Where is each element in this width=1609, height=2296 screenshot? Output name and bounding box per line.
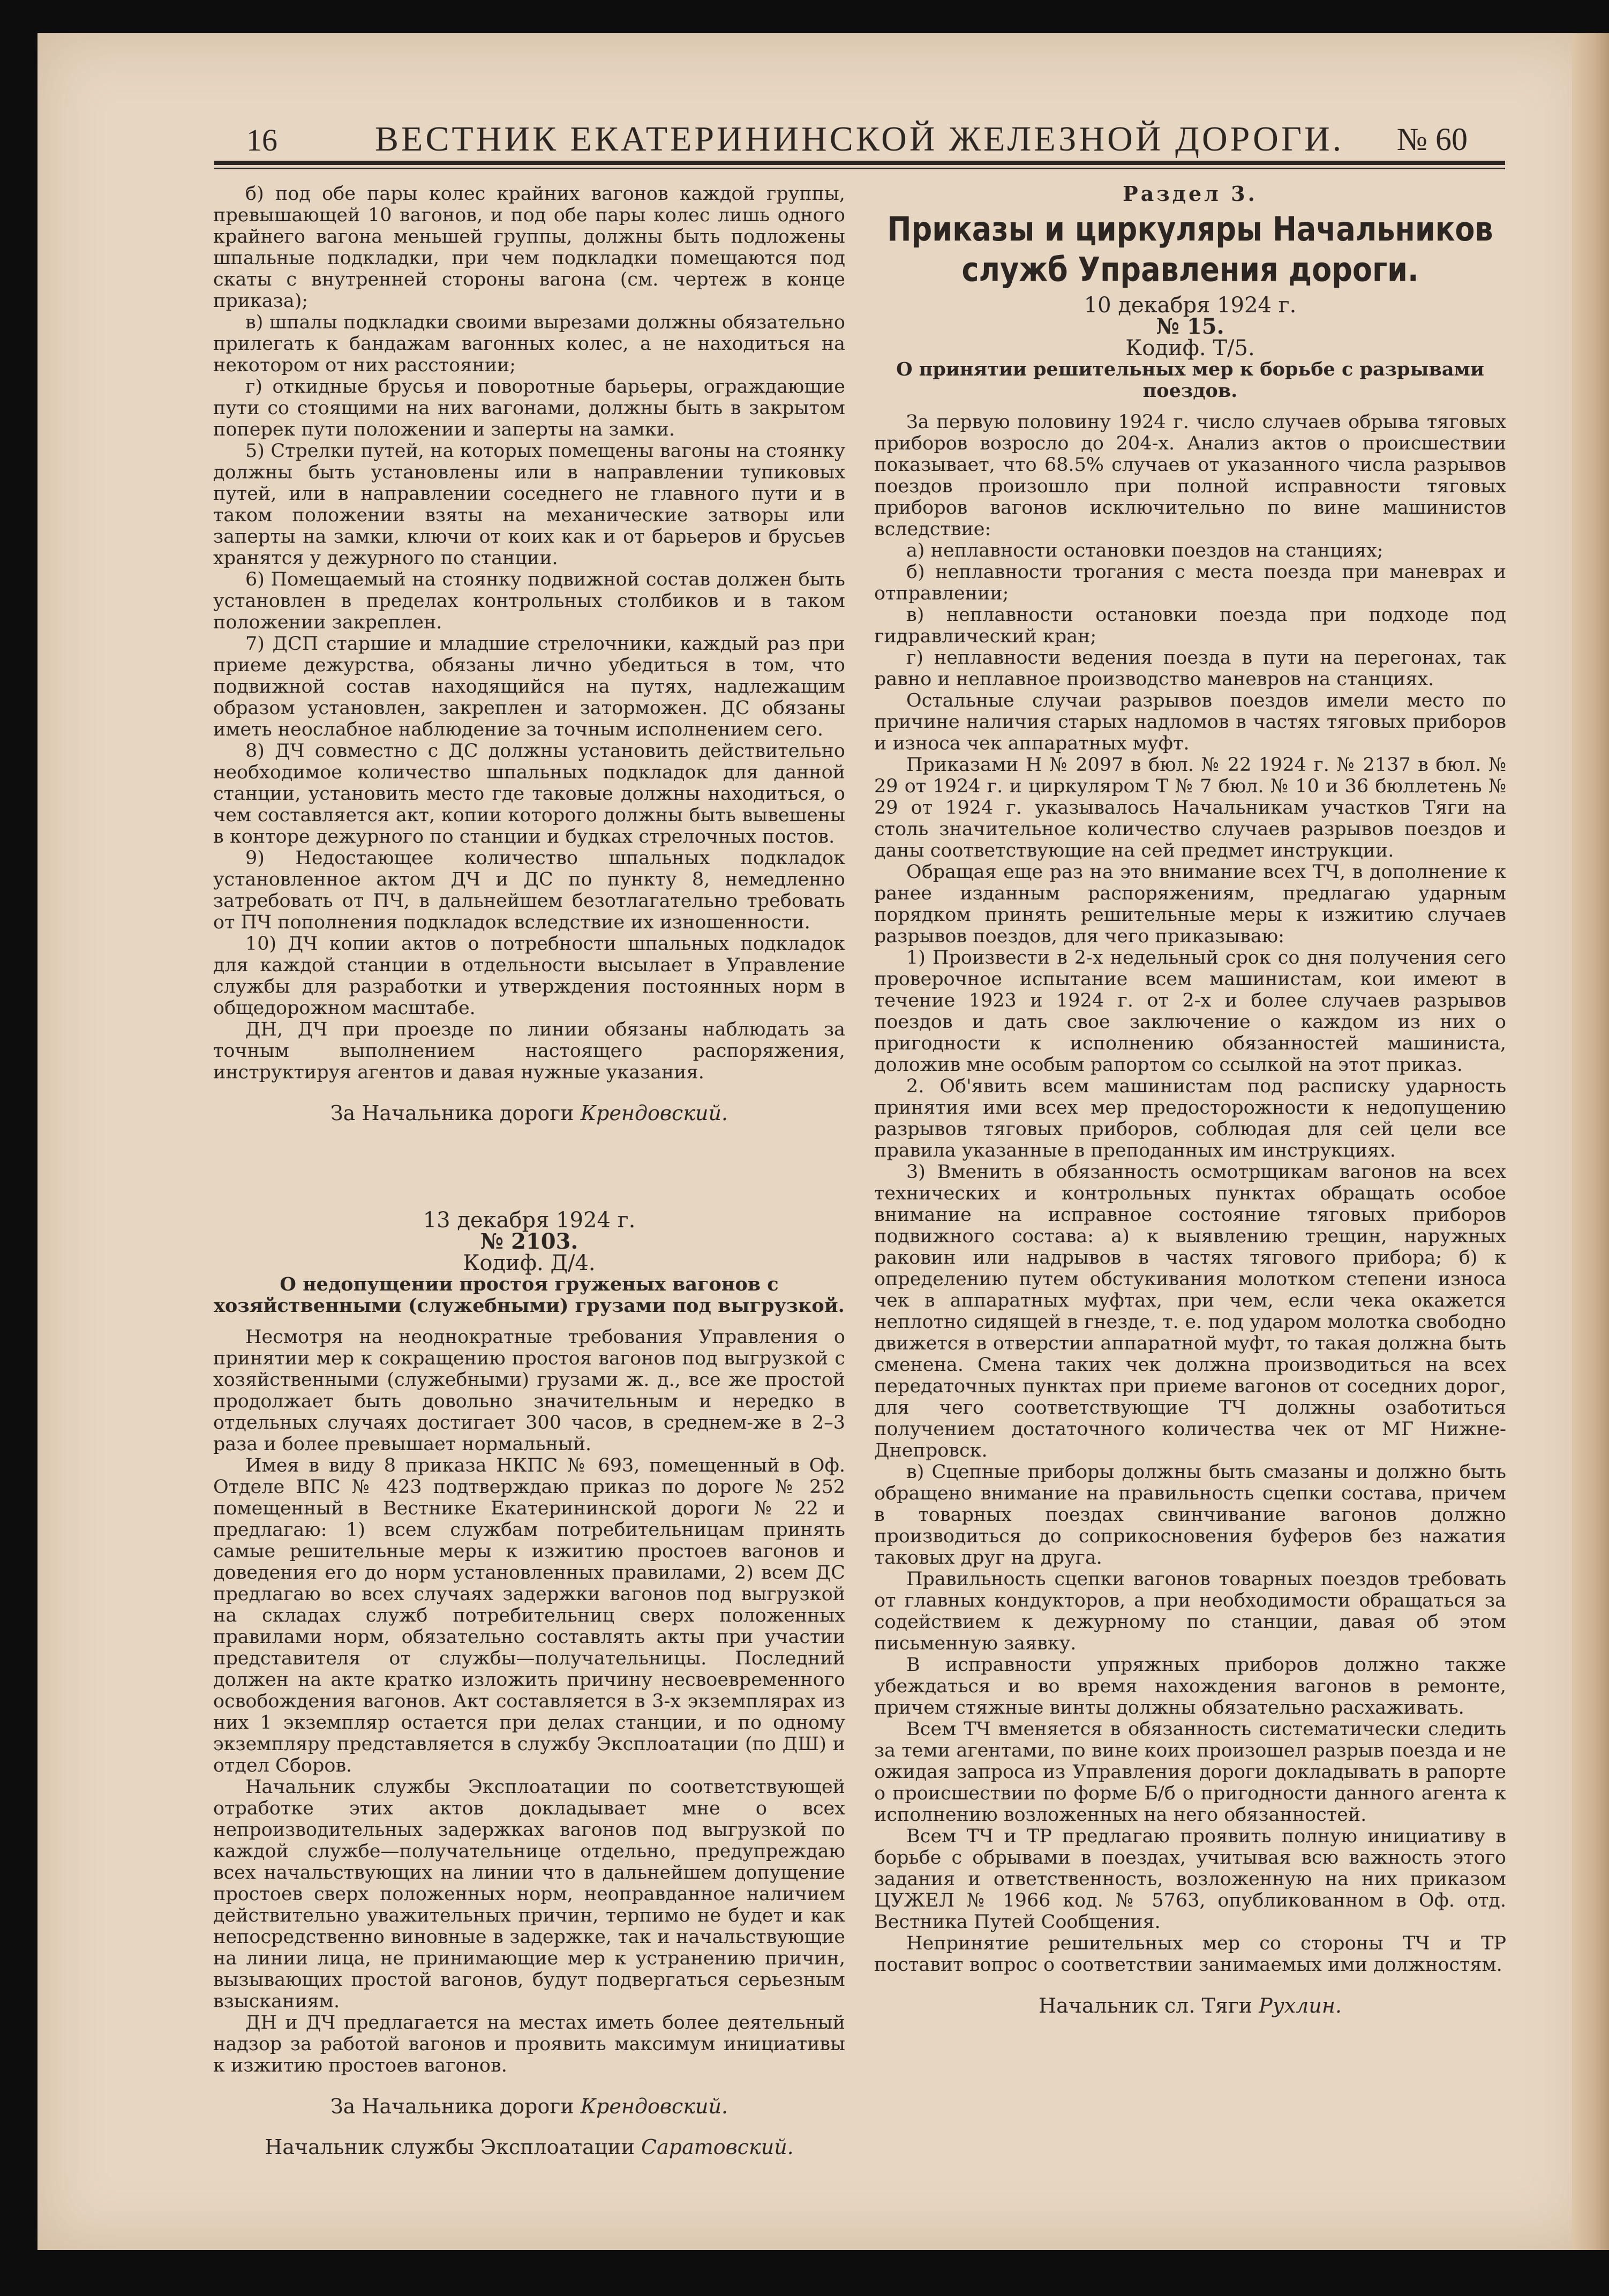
left-paragraph: б) под обе пары колес крайних вагонов каждой группы, превышающей 10 вагонов, и под обе пары колес лишь одного крайнего вагона меньшей группы, должны быть подложены шпальные подкладки, при чем подкладки помещаются под скаты с внутренней стороны вагона (см. чертеж в конце приказа); [213, 183, 845, 312]
left-paragraph: в) шпалы подкладки своими вырезами должны обязательно прилегать к бандажам вагонных колес, а не находиться на некотором от них расстоянии; [213, 312, 845, 376]
order-15-paragraph: Остальные случаи разрывов поездов имели место по причине наличия старых надломов в частях тяговых приборов и износа чек аппаратных муфт. [874, 690, 1506, 754]
order-15-paragraph: 3) Вменить в обязанность осмотрщикам вагонов на всех технических и контрольных пунктах обращать особое внимание на исправное состояние тяговых приборов подвижного состава: а) к выявлению трещин, наружных раковин или надрывов в частях тягового прибора; б) к определению путем обстукивания молотком степени износа чек в аппаратных муфтах, при чем, если чека окажется неплотно сидящей в гнезде, т. е. под ударом молотка свободно движется в отверстии аппаратной муфт, то такая должна быть сменена. Смена таких чек должна производиться на всех передаточных пунктах при приеме вагонов от соседних дорог, для чего соответствующие ТЧ должны озаботиться получением достаточного количества чек от МГ Нижне-Днепровск. [874, 1161, 1506, 1461]
order-15-paragraph: Всем ТЧ и ТР предлагаю проявить полную инициативу в борьбе с обрывами в поездах, учитывая всю важность этого задания и ответственность, возложенную на них приказом ЦУЖЕЛ № 1966 код. № 5763, опубликованном в Оф. отд. Вестника Путей Сообщения. [874, 1826, 1506, 1933]
order-2103-paragraph: Начальник службы Эксплоатации по соответствующей отработке этих актов докладывает мне о всех непроизводительных задержках вагонов под выгрузкой по каждой службе—получательнице отдельно, предупреждаю всех начальствующих на линии что в дальнейшем допущение простоев сверх положенных норм, неоправданное наличием действительно уважительных причин, терпимо не будет и как непосредственно виновные в задержке, так и начальствующие на линии лица, не принимающие мер к устранению причин, вызывающих простой вагонов, будут подвергаться серьезным взысканиям. [213, 1776, 845, 2012]
signature-2: За Начальника дороги Крендовский. [330, 2095, 728, 2118]
issue-number: № 60 [1396, 122, 1468, 157]
order-2103-paragraph: Имея в виду 8 приказа НКПС № 693, помещенный в Оф. Отделе ВПС № 423 подтверждаю приказ по дороге № 252 помещенный в Вестнике Екатерининской дороги № 22 и предлагаю: 1) всем службам потребительницам принять самые решительные меры к изжитию простоев вагонов и доведения его до норм установленных правилами, 2) всем ДС предлагаю во всех случаях задержки вагонов под выгрузкой на складах служб потребительниц сверх положенных правилами норм, обязательно составлять акты при участии представителя от службы—получательницы. Последний должен на акте кратко изложить причину несвоевременного освобождения вагонов. Акт составляется в 3-х экземплярах из них 1 экземпляр остается при делах станции, и по одному экземпляру представляется в службу Эксплоатации (по ДШ) и отдел Сборов. [213, 1455, 845, 1776]
order-15-paragraph: Правильность сцепки вагонов товарных поездов требовать от главных кондукторов, а при необходимости обращаться за содействием к дежурному по станции, давая об этом письменную заявку. [874, 1569, 1506, 1654]
order-15-date: 10 декабря 1924 г. [1084, 293, 1297, 318]
order-15-paragraph: За первую половину 1924 г. число случаев обрыва тяговых приборов возросло до 204-х. Анализ актов о происшествии показывает, что 68.5% случаев от указанного числа разрывов поездов произошло при полной исправности тяговых приборов вагонов исключительно по вине машинистов вследствие: [874, 411, 1506, 540]
left-paragraph: 7) ДСП старшие и младшие стрелочники, каждый раз при приеме дежурства, обязаны лично убедиться в том, что подвижной состав находящийся на путях, надлежащим образом установлен, закреплен и заторможен. ДС обязаны иметь неослабное наблюдение за точным исполнением сего. [213, 633, 845, 740]
left-paragraph: 9) Недостающее количество шпальных подкладок установленное актом ДЧ и ДС по пункту 8, немедленно затребовать от ПЧ, в дальнейшем безотлагательно требовать от ПЧ пополнения подкладок вследствие их изношенности. [213, 847, 845, 933]
order-2103-number: № 2103. [480, 1229, 578, 1254]
order-15-paragraph: 2. Об'явить всем машинистам под расписку ударность принятия ими всех мер предосторожности к недопущению разрывов тяговых приборов, соблюдая для сей цели все правила указанные в преподанных им инструкциях. [874, 1076, 1506, 1161]
left-paragraph: г) откидные брусья и поворотные барьеры, ограждающие пути со стоящими на них вагонами, должны быть в закрытом поперек пути положении и заперты на замки. [213, 376, 845, 440]
left-paragraph: 8) ДЧ совместно с ДС должны установить действительно необходимое количество шпальных подкладок для данной станции, установить место где таковые должны находиться, о чем составляется акт, копии которого должны быть вывешены в конторе дежурного по станции и будках стрелочных постов. [213, 740, 845, 847]
signature-tyagi: Начальник сл. Тяги Рухлин. [1039, 1994, 1342, 2017]
order-15-paragraph: Непринятие решительных мер со стороны ТЧ и ТР поставит вопрос о соответствии занимаемых ими должностям. [874, 1933, 1506, 1976]
order-2103-date: 13 декабря 1924 г. [423, 1208, 636, 1233]
header-rule-thick [214, 161, 1505, 165]
left-paragraph: ДН, ДЧ при проезде по линии обязаны наблюдать за точным выполнением настоящего распоряжения, инструктируя агентов и давая нужные указания. [213, 1019, 845, 1083]
left-paragraph: 5) Стрелки путей, на которых помещены вагоны на стоянку должны быть установлены или в направлении тупиковых путей, или в направлении соседнего не главного пути и в таком положении взяты на механические затворы или заперты на замки, ключи от коих как и от барьеров и брусьев хранятся у дежурного по станции. [213, 440, 845, 569]
signature-1: За Начальника дороги Крендовский. [330, 1101, 728, 1125]
order-15-paragraph: г) неплавности ведения поезда в пути на перегонах, так равно и неплавное производство маневров на станциях. [874, 647, 1506, 690]
order-15-paragraph: б) неплавности трогания с места поезда при маневрах и отправлении; [874, 561, 1506, 604]
section-label: Раздел 3. [1123, 182, 1258, 206]
order-15-code: Кодиф. Т/5. [1125, 336, 1255, 361]
order-15-paragraph: а) неплавности остановки поездов на станциях; [906, 540, 1384, 561]
order-2103-title: О недопущении простоя груженых вагонов с хозяйственными (служебными) грузами под выгрузкой. [214, 1273, 845, 1317]
order-15-number: № 15. [1156, 314, 1224, 339]
section-title: Приказы и циркуляры Начальников служб Управления дороги. [887, 209, 1493, 289]
header-rule-thin [214, 168, 1505, 169]
page-edge [1572, 33, 1609, 2250]
order-15-paragraph: Всем ТЧ вменяется в обязанность систематически следить за теми агентами, по вине коих произошел разрыв поезда и не ожидая запроса из Управления дороги докладывать в рапорте о происшествии по форме Б/б о пригодности данного агента к исполнению возложенных на него обязанностей. [874, 1719, 1506, 1826]
order-2103-paragraph: ДН и ДЧ предлагается на местах иметь более деятельный надзор за работой вагонов и проявить максимум инициативы к изжитию простоев вагонов. [213, 2012, 845, 2076]
left-paragraph: 6) Помещаемый на стоянку подвижной состав должен быть установлен в пределах контрольных столбиков и в таком положении закреплен. [213, 569, 845, 633]
left-paragraph: 10) ДЧ копии актов о потребности шпальных подкладок для каждой станции в отдельности высылает в Управление службы для разработки и утверждения постоянных норм в общедорожном масштабе. [213, 933, 845, 1019]
page-number: 16 [246, 123, 277, 157]
order-15-paragraph: В исправности упряжных приборов должно также убеждаться и во время нахождения вагонов в ремонте, причем стяжные винты должны обязательно расхаживать. [874, 1654, 1506, 1719]
order-15-paragraph: Обращая еще раз на это внимание всех ТЧ, в дополнение к ранее изданным распоряжениям, предлагаю ударным порядком принять решительные меры к изжитию случаев разрывов поездов, для чего приказываю: [874, 861, 1506, 947]
order-15-paragraph: 1) Произвести в 2-х недельный срок со дня получения сего проверочное испытание всем машинистам, кои имеют в течение 1923 и 1924 г. от 2-х и более случаев разрывов поездов и дать свое заключение о каждом из них о пригодности к исполнению обязанностей машиниста, доложив мне особым рапортом со ссылкой на этот приказ. [874, 947, 1506, 1076]
signature-3: Начальник службы Эксплоатации Саратовский. [265, 2135, 794, 2159]
left-column [213, 183, 845, 2158]
order-15-paragraph: в) Сцепные приборы должны быть смазаны и должно быть обращено внимание на правильность сцепки состава, причем в товарных поездах свинчивание вагонов должно производиться до соприкосновения буферов без нажатия таковых друг на друга. [874, 1461, 1506, 1569]
order-15-paragraph: Приказами Н № 2097 в бюл. № 22 1924 г. № 2137 в бюл. № 29 от 1924 г. и циркуляром Т № 7 бюл. № 10 и 36 бюллетень № 29 от 1924 г. указывалось Начальникам участков Тяги на столь значительное количество случаев разрывов поездов и даны соответствующие на сей предмет инструкции. [874, 754, 1506, 861]
newspaper-title: ВЕСТНИК ЕКАТЕРИНИНСКОЙ ЖЕЛЕЗНОЙ ДОРОГИ. [375, 119, 1344, 159]
right-column [874, 183, 1506, 2016]
order-15-title: О принятии решительных мер к борьбе с разрывами поездов. [896, 358, 1484, 402]
order-15-paragraph: в) неплавности остановки поезда при подходе под гидравлический кран; [874, 604, 1506, 647]
order-2103-code: Кодиф. Д/4. [463, 1251, 596, 1275]
order-2103-paragraph: Несмотря на неоднократные требования Управления о принятии мер к сокращению простоя вагонов под выгрузкой с хозяйственными (служебными) грузами ж. д., все же простой продолжает быть довольно значительным и нередко в отдельных случаях достигает 300 часов, в среднем-же в 2–3 раза и более превышает нормальный. [213, 1326, 845, 1455]
